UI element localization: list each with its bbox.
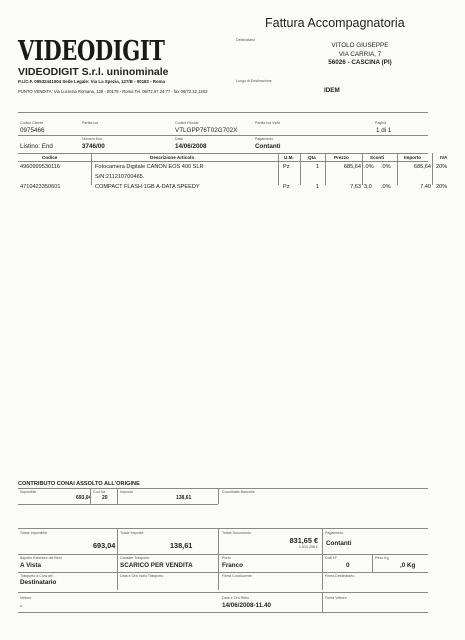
row-0-um: Pz bbox=[283, 164, 290, 170]
transport-by-label: Trasporto a Cura del bbox=[20, 574, 53, 578]
vat-label: Partita Iva bbox=[82, 121, 99, 125]
transport-reason-value: SCARICO PER VENDITA bbox=[120, 562, 193, 569]
customer-code-label: Codice Cliente bbox=[20, 121, 44, 125]
row-0-discount-1: .0% bbox=[364, 164, 374, 170]
vat-label-2: Partita Iva Vs/te bbox=[255, 121, 281, 125]
date-label: Data bbox=[175, 137, 183, 141]
col-header-description: Descrizione Articolo bbox=[150, 155, 195, 160]
destination-value: IDEM bbox=[324, 87, 340, 94]
packages-label: Colli N° bbox=[325, 556, 338, 560]
port-label: Porto bbox=[222, 556, 231, 560]
total-doc-value: 831,65 € bbox=[289, 536, 318, 545]
row-2-amount: 7,40 bbox=[420, 184, 431, 190]
row-2-um: Pz bbox=[283, 184, 290, 190]
fiscal-code-label: Codice Fiscale bbox=[175, 121, 199, 125]
transport-start-label: Data e Ora Inizio Trasporto bbox=[120, 574, 164, 578]
destination-label: Luogo di Destinazione bbox=[236, 79, 272, 83]
col-header-qty: Qta bbox=[308, 155, 316, 160]
payment-label: Pagamento bbox=[255, 137, 274, 141]
packages-value: 0 bbox=[346, 562, 350, 569]
total-tax-value: 138,61 bbox=[170, 541, 193, 550]
page-label: Pagina bbox=[375, 121, 387, 125]
recipient-street: VIA CARRIA, 7 bbox=[338, 50, 382, 58]
row-2-code: 4710423350601 bbox=[20, 184, 61, 190]
taxable-value: 693,04 bbox=[76, 495, 92, 501]
row-2-discount-1: 3,0 bbox=[364, 184, 372, 190]
customer-code: 0975466 bbox=[20, 127, 45, 134]
recipient-label: Destinatario bbox=[236, 38, 256, 42]
payment-value: Contanti bbox=[255, 143, 281, 150]
document-date: 14/06/2008 bbox=[175, 143, 207, 150]
company-logo: VIDEODIGIT bbox=[18, 36, 165, 67]
goods-aspect-value: A Vista bbox=[20, 562, 41, 569]
col-header-discounts: Sconti bbox=[370, 155, 385, 160]
vat-code-value: 20 bbox=[102, 495, 108, 501]
doc-number-label: Numero Doc. bbox=[82, 137, 104, 141]
carrier-sign-label: Firma Vettore bbox=[325, 596, 347, 600]
weight-value: ,0 Kg bbox=[400, 562, 416, 569]
col-header-amount: Importo bbox=[404, 155, 422, 160]
page-value: 1 di 1 bbox=[376, 127, 392, 134]
total-doc-lire: 1.610.298 £ bbox=[299, 545, 318, 549]
recipient-name: VITOLO GIUSEPPE bbox=[331, 42, 389, 49]
recipient-address bbox=[300, 42, 420, 68]
row-0-qty: 1 bbox=[316, 164, 320, 170]
goods-aspect-label: Aspetto Esteriore dei Beni bbox=[20, 556, 62, 560]
col-header-price: Prezzo bbox=[334, 155, 349, 160]
company-name: VIDEODIGIT S.r.l. uninominale bbox=[18, 66, 169, 78]
company-store-line: PUNTO VENDITA: Via Lucrezia Romana, 129 - 00178 - Roma Tel. 06/72.67.24.77 - fax 06/72.32.1203 bbox=[18, 89, 208, 94]
recipient-city: 56026 - CASCINA (PI) bbox=[328, 59, 392, 66]
row-0-code: 4960999530116 bbox=[20, 164, 61, 170]
footer-payment-label: Pagamento bbox=[325, 531, 344, 535]
document-title: Fattura Accompagnatoria bbox=[265, 16, 405, 30]
row-0-vat: 20% bbox=[436, 164, 448, 170]
col-header-code: Codice bbox=[42, 155, 58, 160]
taxable-label: Imponibile bbox=[20, 490, 37, 494]
row-2-qty: 1 bbox=[316, 184, 320, 190]
col-header-vat: IVA bbox=[440, 155, 448, 160]
company-vat-line: P.I./C.F. 09532441004 Sede Legale: Via La Spezia, 127/B - 00182 - Roma bbox=[18, 79, 166, 84]
row-0-amount: 685,64 bbox=[413, 164, 431, 170]
row-2-description: COMPACT FLASH 1GB A-DATA SPEEDY bbox=[95, 184, 200, 190]
row-1-description: S/N:211210700465. bbox=[95, 174, 145, 180]
doc-number: 3746/00 bbox=[82, 143, 105, 150]
carrier-label: Vettore bbox=[20, 596, 32, 600]
tax-label: Imposta bbox=[120, 490, 133, 494]
row-0-price: 685,64 bbox=[343, 164, 361, 170]
conai-notice: CONTRIBUTO CONAI ASSOLTO ALL'ORIGINE bbox=[18, 481, 140, 487]
row-2-price: 7,63 bbox=[350, 184, 361, 190]
col-header-um: U.M. bbox=[284, 155, 294, 160]
row-2-discount-2: .0% bbox=[381, 184, 391, 190]
recipient-sign-label: Firma Destinatario bbox=[325, 574, 355, 578]
withdrawal-label: Data e Ora Ritiro bbox=[222, 596, 249, 600]
transport-reason-label: Causale Trasporto bbox=[120, 556, 150, 560]
total-taxable-label: Totale Imponibile bbox=[20, 531, 47, 535]
driver-sign-label: Firma Conducente bbox=[222, 574, 252, 578]
total-taxable-value: 693,04 bbox=[93, 541, 116, 550]
port-value: Franco bbox=[222, 562, 243, 569]
price-list: Listino: End bbox=[20, 143, 53, 150]
footer-payment-value: Contanti bbox=[326, 540, 352, 547]
vat-code-label: Cod.Iva bbox=[93, 490, 106, 494]
total-doc-label: Totale Documento bbox=[222, 531, 251, 535]
tax-value: 138,61 bbox=[176, 495, 192, 501]
row-0-discount-2: .0% bbox=[381, 164, 391, 170]
transport-by-value: Destinatario bbox=[20, 579, 57, 586]
row-2-vat: 20% bbox=[436, 184, 448, 190]
weight-label: Peso Kg bbox=[375, 556, 389, 560]
carrier-value: a bbox=[20, 604, 22, 608]
fiscal-code: VTLGPP76T02G702X bbox=[175, 127, 238, 134]
row-0-description: Fotocamera Digitale CANON EOS 400 SLR bbox=[95, 164, 204, 170]
total-tax-label: Totale Imposta bbox=[120, 531, 144, 535]
bank-label: Coordinate Bancarie bbox=[222, 490, 255, 494]
withdrawal-value: 14/06/2008-11.40 bbox=[222, 602, 272, 609]
